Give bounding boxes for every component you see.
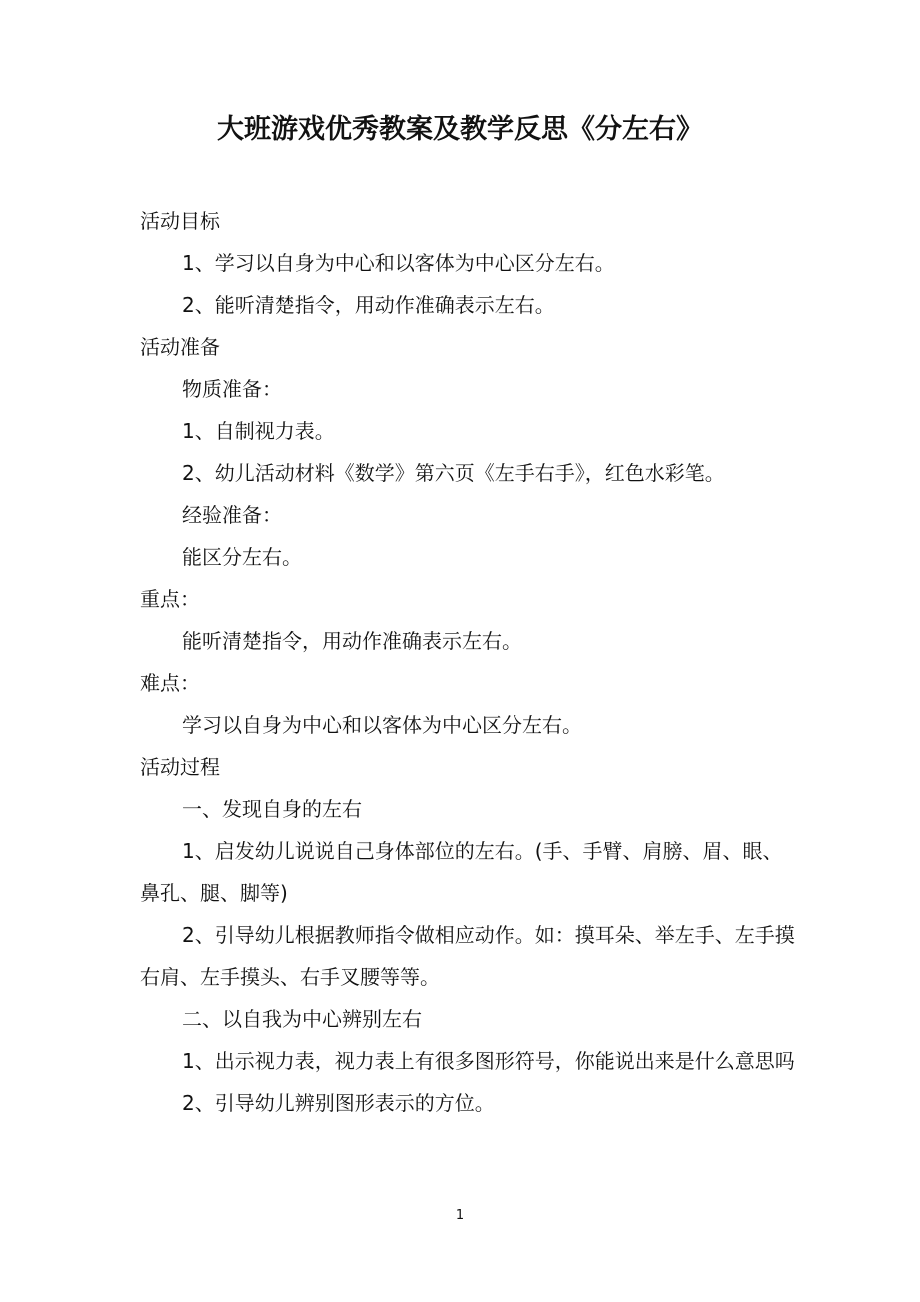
process-step-2-item-1: 1、出示视力表，视力表上有很多图形符号，你能说出来是什么意思吗 — [182, 1049, 795, 1073]
key-point-text: 能听清楚指令，用动作准确表示左右。 — [182, 629, 522, 653]
goal-item-2: 2、能听清楚指令，用动作准确表示左右。 — [182, 293, 555, 317]
process-step-2-item-2: 2、引导幼儿辨别图形表示的方位。 — [182, 1091, 495, 1115]
material-item-1: 1、自制视力表。 — [182, 419, 335, 443]
page-number: 1 — [455, 1208, 465, 1223]
difficulty-text: 学习以自身为中心和以客体为中心区分左右。 — [182, 713, 582, 737]
section-heading-activity-process: 活动过程 — [140, 755, 220, 779]
material-preparation-label: 物质准备： — [182, 377, 282, 401]
experience-item: 能区分左右。 — [182, 545, 302, 569]
document-body — [140, 200, 800, 1124]
material-item-2: 2、幼儿活动材料《数学》第六页《左手右手》，红色水彩笔。 — [182, 461, 725, 485]
goal-item-1: 1、学习以自身为中心和以客体为中心区分左右。 — [182, 251, 615, 275]
process-step-1-item-1: 1、启发幼儿说说自己身体部位的左右。(手、手臂、肩膀、眉、眼、鼻孔、腿、脚等) — [140, 839, 783, 905]
section-heading-activity-preparation: 活动准备 — [140, 335, 220, 359]
section-heading-key-point: 重点： — [140, 587, 200, 611]
section-heading-difficulty: 难点： — [140, 671, 200, 695]
process-step-1-item-2: 2、引导幼儿根据教师指令做相应动作。如：摸耳朵、举左手、左手摸右肩、左手摸头、右手叉腰等等。 — [140, 923, 795, 989]
section-heading-activity-goals: 活动目标 — [140, 209, 220, 233]
process-step-2-heading: 二、以自我为中心辨别左右 — [182, 1007, 422, 1031]
experience-preparation-label: 经验准备： — [182, 503, 282, 527]
process-step-1-heading: 一、发现自身的左右 — [182, 797, 362, 821]
document-title: 大班游戏优秀教案及教学反思《分左右》 — [217, 114, 703, 145]
